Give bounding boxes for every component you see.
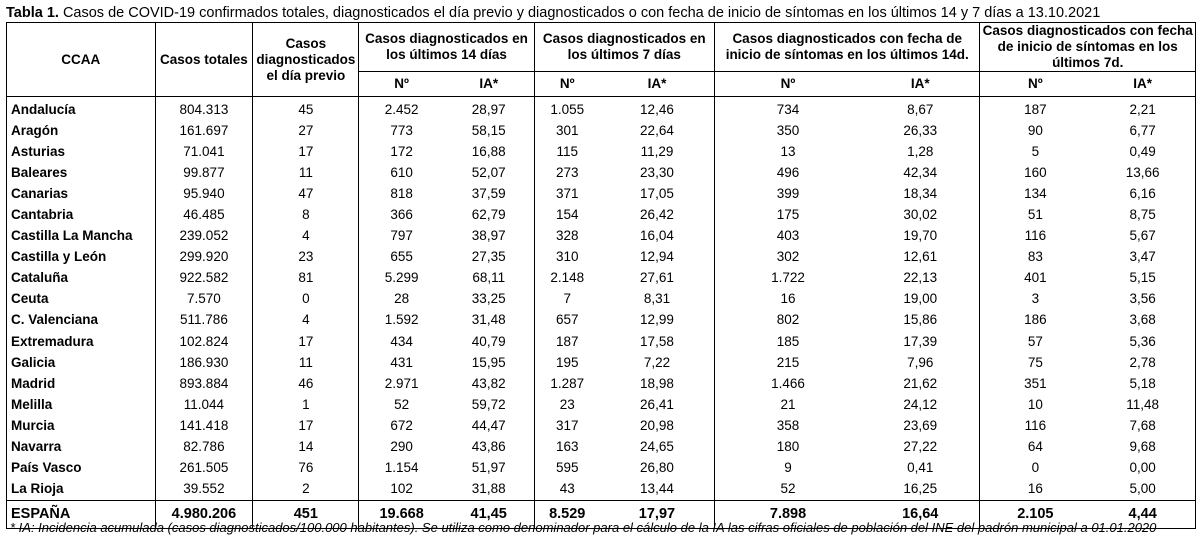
table-cell: 6,16 <box>1129 185 1156 201</box>
table-cell: 12,94 <box>640 249 674 265</box>
table-cell: 3,47 <box>1129 249 1156 265</box>
region-name: Cataluña <box>11 270 69 286</box>
table-cell: 26,80 <box>640 460 674 476</box>
table-cell: 8,67 <box>907 101 934 117</box>
table-cell: 187 <box>980 97 1090 121</box>
table-cell: 8,75 <box>1129 207 1156 223</box>
table-cell: 9 <box>715 458 861 479</box>
table-row <box>7 458 1196 479</box>
table-cell: 40,79 <box>471 333 506 349</box>
table-cell: 83 <box>980 247 1090 268</box>
table-cell: 28 <box>359 289 444 310</box>
table-cell: 26,42 <box>640 207 674 223</box>
table-cell: 81 <box>253 268 359 289</box>
table-cell: 20,98 <box>640 417 674 433</box>
table-cell: 7 <box>534 289 600 310</box>
region-name: Extremadura <box>11 333 94 349</box>
table-cell: 804.313 <box>155 97 253 121</box>
total-cell: 19.668 <box>359 500 444 528</box>
table-row <box>7 310 1196 331</box>
table-cell: 17,39 <box>903 333 938 349</box>
region-name: C. Valenciana <box>11 312 99 328</box>
table-cell: 657 <box>534 310 600 331</box>
table-cell: 7,68 <box>1129 417 1156 433</box>
table-cell: 0,00 <box>1129 460 1156 476</box>
table-cell: 302 <box>715 247 861 268</box>
table-row <box>7 479 1196 501</box>
table-cell: 27,35 <box>471 249 506 265</box>
table-cell: 16,25 <box>903 481 938 497</box>
table-cell: 116 <box>980 415 1090 436</box>
table-cell: 371 <box>534 183 600 204</box>
table-cell: 102.824 <box>155 331 253 352</box>
table-cell: 5 <box>980 141 1090 162</box>
table-cell: 180 <box>715 437 861 458</box>
table-cell: 17 <box>253 331 359 352</box>
table-cell: 672 <box>359 415 444 436</box>
table-cell: 43,86 <box>471 439 506 455</box>
table-cell: 351 <box>980 373 1090 394</box>
table-cell: 399 <box>715 183 861 204</box>
header-ia: IA* <box>600 72 715 97</box>
region-name: Ceuta <box>11 291 49 307</box>
table-cell: 1.466 <box>715 373 861 394</box>
table-cell: 15,95 <box>471 354 506 370</box>
table-cell: 186.930 <box>155 352 253 373</box>
region-name: La Rioja <box>11 481 64 497</box>
table-cell: 62,79 <box>471 207 506 223</box>
table-cell: 5.299 <box>359 268 444 289</box>
table-cell: 21,62 <box>903 375 938 391</box>
table-cell: 7,96 <box>907 354 934 370</box>
table-cell: 37,59 <box>471 185 506 201</box>
region-name: Andalucía <box>11 101 76 117</box>
table-cell: 64 <box>980 437 1090 458</box>
table-row <box>7 352 1196 373</box>
header-n: Nº <box>980 72 1090 97</box>
table-cell: 38,97 <box>471 228 506 244</box>
table-cell: 13,66 <box>1125 164 1160 180</box>
table-cell: 57 <box>980 331 1090 352</box>
table-cell: 47 <box>253 183 359 204</box>
region-name: Castilla y León <box>11 249 107 265</box>
table-cell: 27,22 <box>903 439 938 455</box>
table-cell: 0,41 <box>907 460 934 476</box>
table-cell: 26,41 <box>640 396 674 412</box>
table-cell: 290 <box>359 437 444 458</box>
table-cell: 17,05 <box>640 185 674 201</box>
table-cell: 2,78 <box>1129 354 1156 370</box>
table-cell: 75 <box>980 352 1090 373</box>
table-cell: 7.570 <box>155 289 253 310</box>
table-header <box>7 23 1196 97</box>
table-cell: 18,34 <box>903 185 938 201</box>
table-cell: 6,77 <box>1129 122 1156 138</box>
table-cell: 215 <box>715 352 861 373</box>
table-cell: 802 <box>715 310 861 331</box>
region-name: Melilla <box>11 396 53 412</box>
table-cell: 11,29 <box>640 143 674 159</box>
table-cell: 11,48 <box>1126 396 1160 412</box>
table-cell: 16 <box>980 479 1090 501</box>
table-cell: 431 <box>359 352 444 373</box>
table-cell: 58,15 <box>471 122 506 138</box>
table-row <box>7 394 1196 415</box>
region-name: Baleares <box>11 164 68 180</box>
table-cell: 23 <box>253 247 359 268</box>
table-cell: 76 <box>253 458 359 479</box>
table-cell: 818 <box>359 183 444 204</box>
table-cell: 161.697 <box>155 120 253 141</box>
table-cell: 82.786 <box>155 437 253 458</box>
table-cell: 43,82 <box>471 375 506 391</box>
table-cell: 797 <box>359 226 444 247</box>
table-cell: 31,48 <box>471 312 506 328</box>
table-cell: 26,33 <box>903 122 938 138</box>
total-label: ESPAÑA <box>7 500 156 528</box>
table-cell: 187 <box>534 331 600 352</box>
header-diag-14: Casos diagnosticados en los últimos 14 días <box>359 23 534 72</box>
region-name: Castilla La Mancha <box>11 228 133 244</box>
table-cell: 893.884 <box>155 373 253 394</box>
table-cell: 51,97 <box>471 460 506 476</box>
table-cell: 23 <box>534 394 600 415</box>
table-cell: 3,68 <box>1129 312 1156 328</box>
table-cell: 24,12 <box>903 396 938 412</box>
table-cell: 2 <box>253 479 359 501</box>
table-cell: 1.055 <box>534 97 600 121</box>
table-cell: 195 <box>534 352 600 373</box>
table-cell: 328 <box>534 226 600 247</box>
table-cell: 186 <box>980 310 1090 331</box>
table-cell: 350 <box>715 120 861 141</box>
table-cell: 51 <box>980 204 1090 225</box>
table-cell: 0,49 <box>1129 143 1156 159</box>
table-cell: 434 <box>359 331 444 352</box>
table-cell: 496 <box>715 162 861 183</box>
table-cell: 239.052 <box>155 226 253 247</box>
region-name: Aragón <box>11 122 59 138</box>
table-cell: 160 <box>980 162 1090 183</box>
table-cell: 5,18 <box>1129 375 1156 391</box>
region-name: Navarra <box>11 439 62 455</box>
caption-label: Tabla 1. <box>6 5 59 21</box>
total-cell: 2.105 <box>980 500 1090 528</box>
table-cell: 15,86 <box>903 312 938 328</box>
table-cell: 2.452 <box>359 97 444 121</box>
table-cell: 17,58 <box>640 333 674 349</box>
table-cell: 16,88 <box>471 143 506 159</box>
table-cell: 734 <box>715 97 861 121</box>
total-cell: 4,44 <box>1090 500 1195 528</box>
header-n: Nº <box>715 72 861 97</box>
header-ia: IA* <box>861 72 980 97</box>
header-ia: IA* <box>444 72 534 97</box>
header-n: Nº <box>359 72 444 97</box>
table-cell: 99.877 <box>155 162 253 183</box>
table-cell: 2,21 <box>1129 101 1156 117</box>
region-name: Canarias <box>11 185 69 201</box>
table-row <box>7 183 1196 204</box>
table-cell: 16 <box>715 289 861 310</box>
region-name: Asturias <box>11 143 66 159</box>
total-cell: 4.980.206 <box>155 500 253 528</box>
table-row <box>7 373 1196 394</box>
table-cell: 16,04 <box>640 228 674 244</box>
table-cell: 22,13 <box>903 270 938 286</box>
table-cell: 1.287 <box>534 373 600 394</box>
region-name: Galicia <box>11 354 56 370</box>
table-row <box>7 415 1196 436</box>
table-cell: 2.971 <box>359 373 444 394</box>
table-caption <box>6 4 1196 22</box>
table-row <box>7 437 1196 458</box>
table-cell: 5,67 <box>1129 228 1156 244</box>
table-cell: 172 <box>359 141 444 162</box>
table-row <box>7 247 1196 268</box>
table-cell: 301 <box>534 120 600 141</box>
table-cell: 403 <box>715 226 861 247</box>
table-cell: 1.154 <box>359 458 444 479</box>
table-cell: 299.920 <box>155 247 253 268</box>
header-ccaa: CCAA <box>7 23 156 97</box>
table-cell: 18,98 <box>640 375 674 391</box>
table-cell: 5,15 <box>1129 270 1156 286</box>
total-cell: 41,45 <box>444 500 534 528</box>
table-cell: 595 <box>534 458 600 479</box>
table-row <box>7 289 1196 310</box>
table-cell: 11.044 <box>155 394 253 415</box>
table-cell: 11 <box>253 162 359 183</box>
table-cell: 310 <box>534 247 600 268</box>
table-cell: 13 <box>715 141 861 162</box>
region-name: Madrid <box>11 375 56 391</box>
table-cell: 773 <box>359 120 444 141</box>
table-row <box>7 120 1196 141</box>
table-cell: 23,69 <box>903 417 938 433</box>
total-cell: 451 <box>253 500 359 528</box>
header-casos-dia-previo: Casos diagnosticados el día previo <box>253 23 359 97</box>
table-cell: 2.148 <box>534 268 600 289</box>
total-cell: 17,97 <box>600 500 715 528</box>
table-row <box>7 97 1196 121</box>
region-name: Murcia <box>11 417 55 433</box>
table-cell: 95.940 <box>155 183 253 204</box>
table-body <box>7 97 1196 501</box>
caption-text: Casos de COVID-19 confirmados totales, diagnosticados el día previo y diagnosticados o con fecha de inicio de síntomas en los últimos 14 y 7 días a 13.10.2021 <box>58 5 1101 21</box>
table-cell: 358 <box>715 415 861 436</box>
table-row <box>7 331 1196 352</box>
table-cell: 12,46 <box>640 101 674 117</box>
table-cell: 12,61 <box>903 249 938 265</box>
table-cell: 30,02 <box>903 207 938 223</box>
table-cell: 22,64 <box>640 122 674 138</box>
table-cell: 27,61 <box>640 270 674 286</box>
table-cell: 273 <box>534 162 600 183</box>
table-cell: 7,22 <box>643 354 671 370</box>
table-row <box>7 162 1196 183</box>
table-cell: 39.552 <box>155 479 253 501</box>
table-cell: 1.722 <box>715 268 861 289</box>
table-cell: 68,11 <box>472 270 506 286</box>
table-cell: 610 <box>359 162 444 183</box>
table-cell: 59,72 <box>471 396 506 412</box>
table-cell: 3,56 <box>1129 291 1156 307</box>
table-cell: 134 <box>980 183 1090 204</box>
total-cell: 16,64 <box>861 500 980 528</box>
table-cell: 52 <box>715 479 861 501</box>
footnote: * IA: Incidencia acumulada (casos diagnosticados/100.000 habitantes). Se utiliza como denominador para el cálculo de la IA las cifras oficiales de población del INE del padrón municipal a 01.01.2020 <box>10 520 1157 535</box>
table-cell: 21 <box>715 394 861 415</box>
covid-table <box>6 22 1196 529</box>
header-casos-totales: Casos totales <box>155 23 253 97</box>
table-cell: 0 <box>253 289 359 310</box>
table-cell: 3 <box>980 289 1090 310</box>
table-cell: 922.582 <box>155 268 253 289</box>
region-name: País Vasco <box>11 460 82 476</box>
table-row <box>7 141 1196 162</box>
table-cell: 44,47 <box>471 417 506 433</box>
table-cell: 42,34 <box>903 164 938 180</box>
table-cell: 115 <box>534 141 600 162</box>
table-cell: 154 <box>534 204 600 225</box>
table-cell: 1 <box>253 394 359 415</box>
table-cell: 102 <box>359 479 444 501</box>
table-cell: 8 <box>253 204 359 225</box>
table-cell: 27 <box>253 120 359 141</box>
table-row <box>7 204 1196 225</box>
table-cell: 43 <box>534 479 600 501</box>
table-cell: 13,44 <box>640 481 674 497</box>
header-sint-7: Casos diagnosticados con fecha de inicio de síntomas en los últimos 7d. <box>980 23 1196 72</box>
table-cell: 12,99 <box>640 312 674 328</box>
table-cell: 116 <box>980 226 1090 247</box>
table-cell: 17 <box>253 141 359 162</box>
table-cell: 24,65 <box>640 439 674 455</box>
table-cell: 185 <box>715 331 861 352</box>
table-cell: 5,36 <box>1129 333 1156 349</box>
table-cell: 19,00 <box>903 291 938 307</box>
table-cell: 175 <box>715 204 861 225</box>
table-cell: 71.041 <box>155 141 253 162</box>
total-cell: 8.529 <box>534 500 600 528</box>
table-cell: 17 <box>253 415 359 436</box>
table-cell: 1.592 <box>359 310 444 331</box>
table-cell: 317 <box>534 415 600 436</box>
table-cell: 261.505 <box>155 458 253 479</box>
table-cell: 52 <box>359 394 444 415</box>
table-cell: 11 <box>253 352 359 373</box>
total-cell: 7.898 <box>715 500 861 528</box>
table-cell: 511.786 <box>155 310 253 331</box>
table-cell: 4 <box>253 310 359 331</box>
table-cell: 5,00 <box>1129 481 1156 497</box>
header-ia: IA* <box>1090 72 1195 97</box>
table-cell: 19,70 <box>903 228 938 244</box>
header-sint-14: Casos diagnosticados con fecha de inicio de síntomas en los últimos 14d. <box>715 23 980 72</box>
table-cell: 31,88 <box>471 481 506 497</box>
table-cell: 141.418 <box>155 415 253 436</box>
table-cell: 23,30 <box>640 164 674 180</box>
table-cell: 401 <box>980 268 1090 289</box>
header-diag-7: Casos diagnosticados en los últimos 7 días <box>534 23 714 72</box>
table-cell: 28,97 <box>471 101 506 117</box>
table-cell: 9,68 <box>1129 439 1156 455</box>
table-cell: 366 <box>359 204 444 225</box>
table-cell: 10 <box>980 394 1090 415</box>
table-cell: 46.485 <box>155 204 253 225</box>
header-n: Nº <box>534 72 600 97</box>
region-name: Cantabria <box>11 207 74 223</box>
table-cell: 655 <box>359 247 444 268</box>
table-cell: 52,07 <box>471 164 506 180</box>
table-cell: 33,25 <box>471 291 506 307</box>
table-row <box>7 268 1196 289</box>
table-cell: 4 <box>253 226 359 247</box>
table-row <box>7 226 1196 247</box>
table-cell: 90 <box>980 120 1090 141</box>
table-cell: 14 <box>253 437 359 458</box>
table-cell: 46 <box>253 373 359 394</box>
table-cell: 1,28 <box>907 143 934 159</box>
table-cell: 163 <box>534 437 600 458</box>
table-cell: 45 <box>253 97 359 121</box>
table-cell: 8,31 <box>643 291 671 307</box>
table-cell: 0 <box>980 458 1090 479</box>
